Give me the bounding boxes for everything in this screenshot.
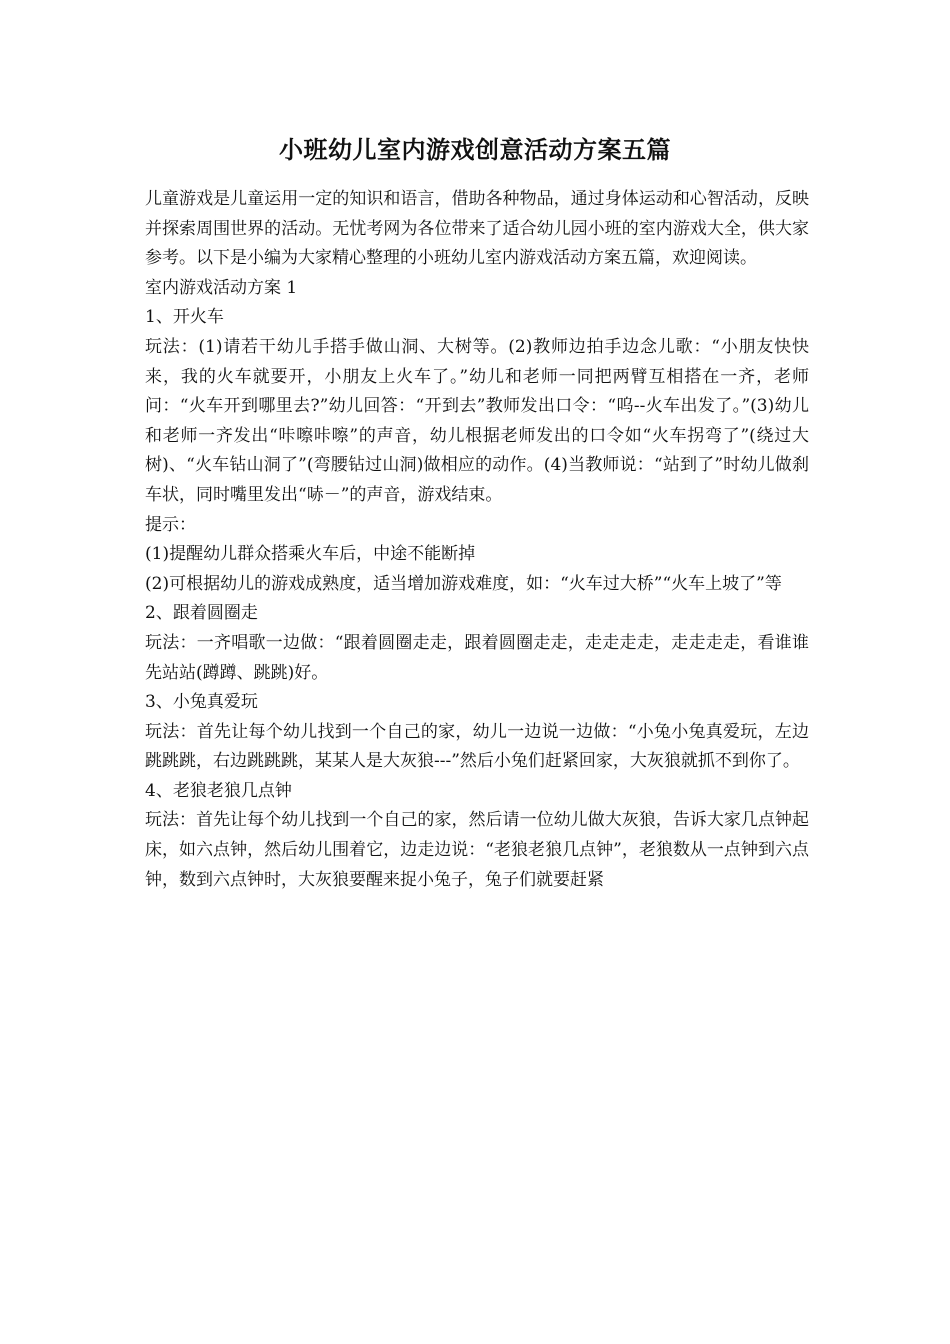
game-heading: 4、老狼老狼几点钟 xyxy=(145,780,292,801)
tips-heading: 提示： xyxy=(145,514,196,535)
game-rules-paragraph: 玩法：一齐唱歌一边做：“跟着圆圈走走，跟着圆圈走走，走走走走，走走走走，看谁谁先站站(蹲蹲、跳跳)好。 xyxy=(145,632,809,683)
game-rules-paragraph: 玩法：首先让每个幼儿找到一个自己的家，幼儿一边说一边做：“小兔小兔真爱玩，左边跳跳跳，右边跳跳跳，某某人是大灰狼---”然后小兔们赶紧回家，大灰狼就抓不到你了。 xyxy=(145,721,809,772)
document-title: 小班幼儿室内游戏创意活动方案五篇 xyxy=(279,135,671,164)
game-rules-paragraph: 玩法：(1)请若干幼儿手搭手做山洞、大树等。(2)教师边拍手边念儿歌：“小朋友快快来，我的火车就要开，小朋友上火车了。”幼儿和老师一同把两臂互相搭在一齐，老师问：“火车开到哪里去?”幼儿回答：“开到去”教师发出口令：“呜--火车出发了。”(3)幼儿和老师一齐发出“咔嚓咔嚓”的声音，幼儿根据老师发出的口令如“火车拐弯了”(绕过大树)、“火车钻山洞了”(弯腰钻过山洞)做相应的动作。(4)当教师说：“站到了”时幼儿做刹车状，同时嘴里发出“哧－”的声音，游戏结束。 xyxy=(145,336,809,505)
tip-item: (1)提醒幼儿群众搭乘火车后，中途不能断掉 xyxy=(145,544,476,565)
game-heading: 1、开火车 xyxy=(145,307,224,328)
document-body xyxy=(145,185,809,895)
game-heading: 3、小兔真爱玩 xyxy=(145,692,258,713)
intro-paragraph: 儿童游戏是儿童运用一定的知识和语言，借助各种物品，通过身体运动和心智活动，反映并探索周围世界的活动。无忧考网为各位带来了适合幼儿园小班的室内游戏大全，供大家参考。以下是小编为大家精心整理的小班幼儿室内游戏活动方案五篇，欢迎阅读。 xyxy=(145,189,809,269)
section-heading: 室内游戏活动方案 1 xyxy=(145,277,298,298)
tip-item: (2)可根据幼儿的游戏成熟度，适当增加游戏难度，如：“火车过大桥”“火车上坡了”等 xyxy=(145,573,782,594)
game-heading: 2、跟着圆圈走 xyxy=(145,603,258,624)
game-rules-paragraph: 玩法：首先让每个幼儿找到一个自己的家，然后请一位幼儿做大灰狼，告诉大家几点钟起床，如六点钟，然后幼儿围着它，边走边说：“老狼老狼几点钟”，老狼数从一点钟到六点钟，数到六点钟时，大灰狼要醒来捉小兔子，兔子们就要赶紧 xyxy=(145,810,809,890)
